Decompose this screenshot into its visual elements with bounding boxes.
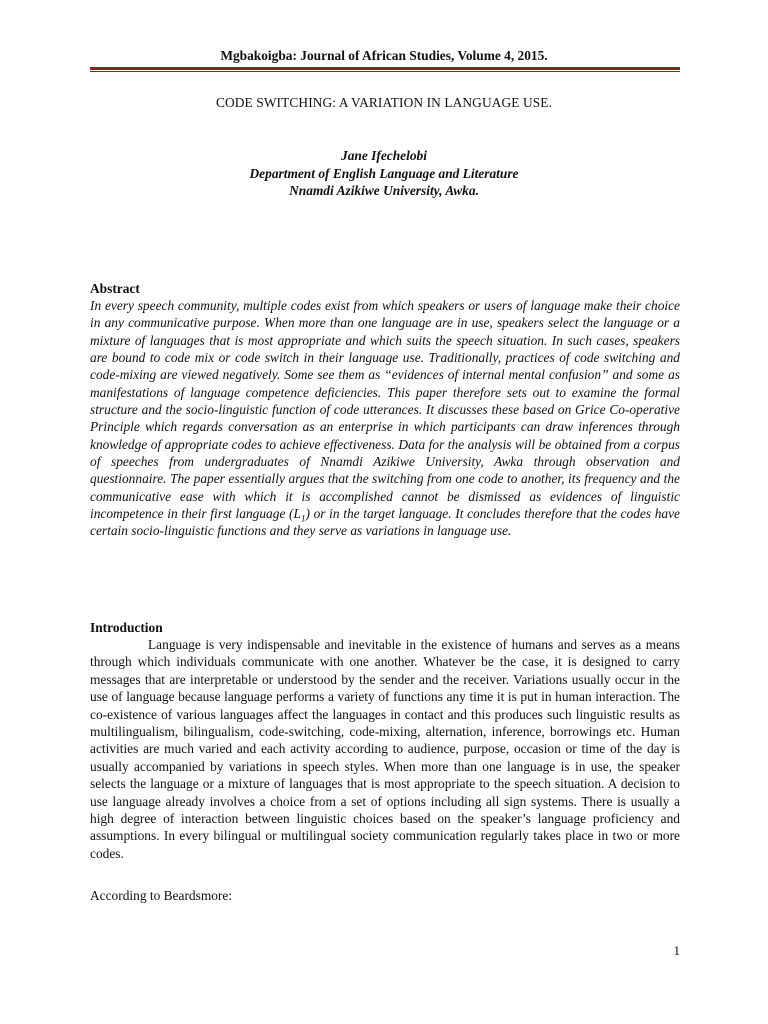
abstract-heading: Abstract <box>90 281 140 296</box>
author-department: Department of English Language and Literature <box>249 165 519 181</box>
header-rule-thin <box>90 71 680 72</box>
header-rule <box>90 67 680 72</box>
author-block <box>90 147 678 200</box>
abstract-text <box>90 297 680 540</box>
article-title: CODE SWITCHING: A VARIATION IN LANGUAGE USE. <box>215 95 553 110</box>
introduction-closing-line: According to Beardsmore: <box>90 888 233 903</box>
abstract-text-part1: In every speech community, multiple codes exist from which speakers or users of language make their choice in any communicative purpose. When more than one language are in use, speakers select the language or a mixture of languages that is most appropriate and which suits the speech situation. In such cases, speakers are bound to code mix or code switch in their language use. Traditionally, practices of code switching and code-mixing are viewed negatively. Some see them as “evidences of internal mental confusion” and some as manifestations of language competence deficiencies. This paper therefore sets out to examine the formal structure and the socio-linguistic function of code utterances. It discusses these based on Grice Co-operative Principle which regards conversation as an enterprise in which participants can draw inferences through knowledge of appropriate codes to achieve effectiveness. Data for the analysis will be obtained from a corpus of speeches from undergraduates of Nnamdi Azikiwe University, Awka through observation and questionnaire. The paper essentially argues that the switching from one code to another, its frequency and the communicative ease with which it is accomplished cannot be dismissed as evidences of linguistic incompetence in their first language (L <box>90 298 680 522</box>
introduction-heading: Introduction <box>90 620 163 635</box>
page-number: 1 <box>673 943 680 958</box>
header-rule-thick <box>90 67 680 70</box>
running-header: Mgbakoigba: Journal of African Studies, Volume 4, 2015. <box>220 48 548 63</box>
abstract-text-part2: ) or in the target language. It concludes therefore that the codes have certain socio-linguistic functions and they serve as variations in language use. <box>90 506 680 539</box>
introduction-paragraph: Language is very indispensable and inevitable in the existence of humans and serves as a means through which individuals communicate with one another. Whatever be the case, it is designed to carry messages that are interpretable or understood by the sender and the receiver. Variations usually occur in the use of language because language performs a variety of functions any time it is put in human interaction. The co-existence of various languages affect the languages in contact and this produces such linguistic results as multilingualism, bilingualism, code-switching, code-mixing, alternation, inference, borrowings etc. Human activities are much varied and each activity according to audience, purpose, occasion or time of the day is usually accompanied by variations in speech styles. When more than one language is in use, the speaker selects the language or a mixture of languages that is most appropriate to the speech situation. A decision to use language already involves a choice from a set of options including all sign systems. There is usually a high degree of interaction between linguistic choices based on the speaker’s language proficiency and assumptions. In every bilingual or multilingual society communication regularly takes place in two or more codes. <box>90 637 680 861</box>
author-university: Nnamdi Azikiwe University, Awka. <box>289 183 479 199</box>
abstract-subscript: 1 <box>300 513 306 524</box>
author-name: Jane Ifechelobi <box>341 148 427 163</box>
